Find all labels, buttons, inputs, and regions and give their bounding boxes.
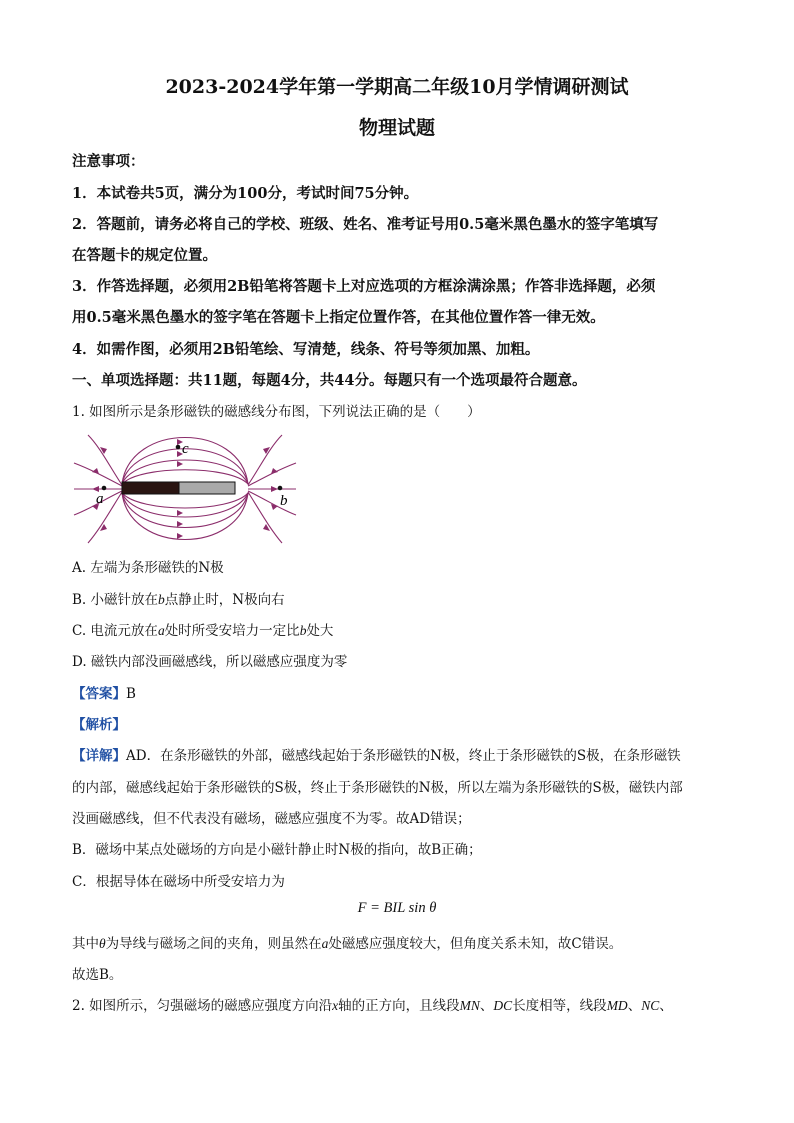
point-c-label: c [182, 441, 189, 457]
note-item: 4．如需作图，必须用2B铅笔绘、写清楚，线条、符号等须加黑、加粗。 [72, 341, 540, 358]
formula: F = BIL sin θ [357, 900, 437, 916]
note-item: 在答题卡的规定位置。 [72, 247, 217, 264]
point-a-dot [102, 486, 107, 491]
detail-line: 没画磁感线，但不代表没有磁场，磁感应强度不为零。故AD错误； [72, 811, 471, 827]
detail-line: C．根据导体在磁场中所受安培力为 [72, 874, 285, 890]
point-b-label: b [280, 493, 288, 509]
detail-line: B．磁场中某点处磁场的方向是小磁针静止时N极的指向，故B正确； [72, 842, 482, 858]
section-heading: 一、单项选择题：共11题，每题4分，共44分。每题只有一个选项最符合题意。 [72, 372, 587, 389]
note-item: 1．本试卷共5页，满分为100分，考试时间75分钟。 [72, 185, 419, 202]
page-subtitle: 物理试题 [358, 117, 435, 139]
answer-line: 【答案】B [72, 686, 136, 702]
option-d: D. 磁铁内部没画磁感线，所以磁感应强度为零 [72, 654, 348, 670]
question-2-stem: 2. 如图所示，匀强磁场的磁感应强度方向沿x轴的正方向，且线段MN、DC长度相等，线段MD、NC、 [72, 998, 673, 1014]
option-a: A. 左端为条形磁铁的N极 [72, 560, 224, 576]
point-c-dot [176, 445, 181, 450]
note-item: 3．作答选择题，必须用2B铅笔将答题卡上对应选项的方框涂满涂黑；作答非选择题，必须 [72, 278, 656, 295]
magnet-left-half [122, 482, 179, 494]
notes-heading: 注意事项： [72, 153, 145, 170]
option-c: C. 电流元放在a处时所受安培力一定比b处大 [72, 623, 334, 639]
detail-line: 其中θ为导线与磁场之间的夹角，则虽然在a处磁感应强度较大，但角度关系未知，故C错误。 [72, 936, 623, 952]
question-1-stem: 1. 如图所示是条形磁铁的磁感线分布图，下列说法正确的是（ ） [72, 404, 481, 420]
note-item: 2．答题前，请务必将自己的学校、班级、姓名、准考证号用0.5毫米黑色墨水的签字笔填写 [72, 216, 659, 233]
detail-line: 的内部，磁感线起始于条形磁铁的S极，终止于条形磁铁的N极，所以左端为条形磁铁的S极，磁铁内部 [72, 780, 683, 796]
bar-magnet-figure [70, 427, 310, 547]
point-a-label: a [96, 491, 104, 507]
option-b: B. 小磁针放在b点静止时，N极向右 [72, 592, 285, 608]
conclusion: 故选B。 [72, 967, 123, 983]
point-b-dot [278, 486, 283, 491]
magnet-right-half [179, 482, 235, 494]
detail-line: 【详解】AD．在条形磁铁的外部，磁感线起始于条形磁铁的N极，终止于条形磁铁的S极，在条形磁铁 [72, 748, 681, 764]
note-item: 用0.5毫米黑色墨水的签字笔在答题卡上指定位置作答，在其他位置作答一律无效。 [72, 309, 605, 326]
page-title: 2023-2024学年第一学期高二年级10月学情调研测试 [165, 76, 629, 98]
analysis-tag: 【解析】 [72, 717, 126, 733]
